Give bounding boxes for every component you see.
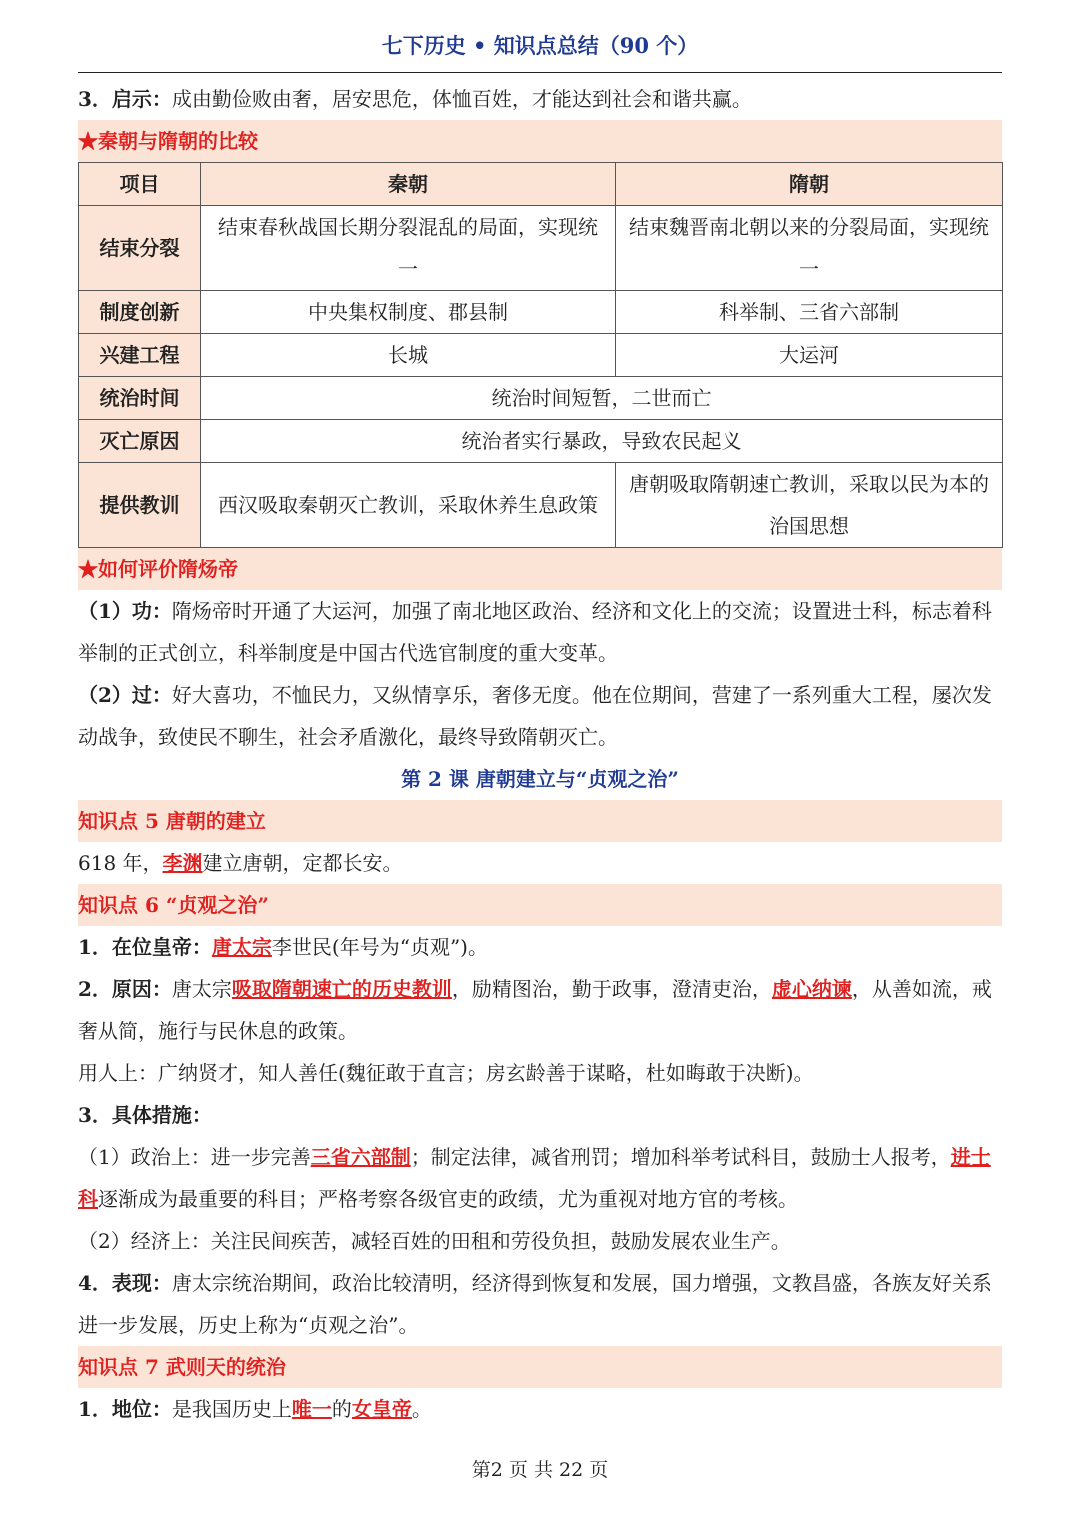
header-title: 七下历史 • 知识点总结（90 个） (381, 33, 699, 58)
kp6-line-4: 3．具体措施： (78, 1103, 212, 1127)
intro-number: 3．启示： (78, 87, 172, 111)
row-label: 制度创新 (79, 291, 201, 334)
table-row (79, 377, 1003, 420)
kp5-post: 建立唐朝，定都长安。 (202, 851, 403, 875)
evaluate-gong (78, 590, 1002, 674)
cell-sui: 结束魏晋南北朝以来的分裂局面，实现统一 (616, 206, 1003, 291)
kp6-line-2 (78, 968, 1002, 1052)
kp6-l5-b: ；制定法律，减省刑罚；增加科举考试科目，鼓励士人报考， (410, 1145, 951, 1169)
compare-table (78, 162, 1003, 548)
kp7-heading: 知识点 7 武则天的统治 (78, 1346, 1002, 1388)
compare-heading: ★秦朝与隋朝的比较 (78, 120, 1002, 162)
cell-qin: 西汉吸取秦朝灭亡教训，采取休养生息政策 (201, 463, 616, 548)
table-header-row (79, 163, 1003, 206)
cell-sui: 科举制、三省六部制 (616, 291, 1003, 334)
col-header-sui: 隋朝 (616, 163, 1003, 206)
cell-sui: 大运河 (616, 334, 1003, 377)
kp6-l2-c: ，从善如流，戒奢从简，施行与民休息的政策。 (78, 977, 992, 1043)
table-row (79, 463, 1003, 548)
kp7-l1-label: 1．地位： (78, 1397, 172, 1421)
kp6-l7-label: 4．表现： (78, 1271, 172, 1295)
kp6-l5-c: 逐渐成为最重要的科目；严格考察各级官吏的政绩，尤为重视对地方官的考核。 (98, 1187, 798, 1211)
kp7-l1-a: 是我国历史上 (171, 1397, 292, 1421)
kp6-l2-b: ，励精图治，勤于政事，澄清吏治， (451, 977, 772, 1001)
table-row (79, 334, 1003, 377)
row-label: 结束分裂 (79, 206, 201, 291)
col-header-qin: 秦朝 (201, 163, 616, 206)
kp5-heading: 知识点 5 唐朝的建立 (78, 800, 1002, 842)
kp6-l5-a: （1）政治上：进一步完善 (78, 1145, 311, 1169)
gong-text: 隋炀帝时开通了大运河，加强了南北地区政治、经济和文化上的交流；设置进士科，标志着科举制的正式创立，科举制度是中国古代选官制度的重大变革。 (78, 599, 992, 665)
kp5-highlight: 李渊 (162, 851, 203, 875)
cell-merged: 统治者实行暴政，导致农民起义 (201, 420, 1003, 463)
evaluate-heading: ★如何评价隋炀帝 (78, 548, 1002, 590)
kp6-heading: 知识点 6 “贞观之治” (78, 884, 1002, 926)
kp6-l1-label: 1．在位皇帝： (78, 935, 212, 959)
kp6-line-7 (78, 1262, 1002, 1346)
intro-text: 成由勤俭败由奢，居安思危，体恤百姓，才能达到社会和谐共赢。 (171, 87, 752, 111)
table-row (79, 206, 1003, 291)
table-row (79, 291, 1003, 334)
kp5-line (78, 842, 1002, 884)
row-label: 提供教训 (79, 463, 201, 548)
kp6-l2-highlight-2: 虚心纳谏 (771, 977, 852, 1001)
kp6-l2-a: 唐太宗 (171, 977, 232, 1001)
kp6-l2-label: 2．原因： (78, 977, 172, 1001)
cell-sui: 唐朝吸取隋朝速亡教训，采取以民为本的治国思想 (616, 463, 1003, 548)
guo-text: 好大喜功，不恤民力，又纵情享乐，奢侈无度。他在位期间，营建了一系列重大工程，屡次发动战争，致使民不聊生，社会矛盾激化，最终导致隋朝灭亡。 (78, 683, 992, 749)
evaluate-guo (78, 674, 1002, 758)
row-label: 统治时间 (79, 377, 201, 420)
page-footer: 第2 页 共 22 页 (471, 1459, 609, 1481)
kp6-line-1 (78, 926, 1002, 968)
kp7-l1-highlight-1: 唯一 (291, 1397, 332, 1421)
table-row (79, 420, 1003, 463)
kp6-line-3: 用人上：广纳贤才，知人善任(魏征敢于直言；房玄龄善于谋略，杜如晦敢于决断)。 (78, 1061, 814, 1085)
kp6-l7-text: 唐太宗统治期间，政治比较清明，经济得到恢复和发展，国力增强，文教昌盛，各族友好关系进一步发展，历史上称为“贞观之治”。 (78, 1271, 992, 1337)
cell-qin: 中央集权制度、郡县制 (201, 291, 616, 334)
kp6-line-5 (78, 1136, 1002, 1220)
kp7-l1-c: 。 (411, 1397, 432, 1421)
col-header-item: 项目 (79, 163, 201, 206)
kp6-l5-highlight-2: 进士科 (78, 1145, 991, 1211)
kp6-l1-post: 李世民(年号为“贞观”)。 (271, 935, 488, 959)
kp6-line-6: （2）经济上：关注民间疾苦，减轻百姓的田租和劳役负担，鼓励发展农业生产。 (78, 1229, 791, 1253)
kp5-pre: 618 年， (78, 851, 163, 875)
kp7-l1-b: 的 (331, 1397, 352, 1421)
kp7-line-1 (78, 1388, 1002, 1430)
page-header (78, 24, 1002, 73)
kp6-l2-highlight-1: 吸取隋朝速亡的历史教训 (231, 977, 452, 1001)
guo-label: （2）过： (78, 683, 172, 707)
cell-merged: 统治时间短暂，二世而亡 (201, 377, 1003, 420)
intro-line (78, 78, 1002, 120)
gong-label: （1）功： (78, 599, 172, 623)
kp6-l5-highlight-1: 三省六部制 (310, 1145, 411, 1169)
row-label: 兴建工程 (79, 334, 201, 377)
kp6-l1-highlight: 唐太宗 (211, 935, 272, 959)
cell-qin: 结束春秋战国长期分裂混乱的局面，实现统一 (201, 206, 616, 291)
kp7-l1-highlight-2: 女皇帝 (351, 1397, 412, 1421)
cell-qin: 长城 (201, 334, 616, 377)
page-content (78, 78, 1002, 1430)
lesson-title: 第 2 课 唐朝建立与“贞观之治” (401, 767, 679, 791)
row-label: 灭亡原因 (79, 420, 201, 463)
